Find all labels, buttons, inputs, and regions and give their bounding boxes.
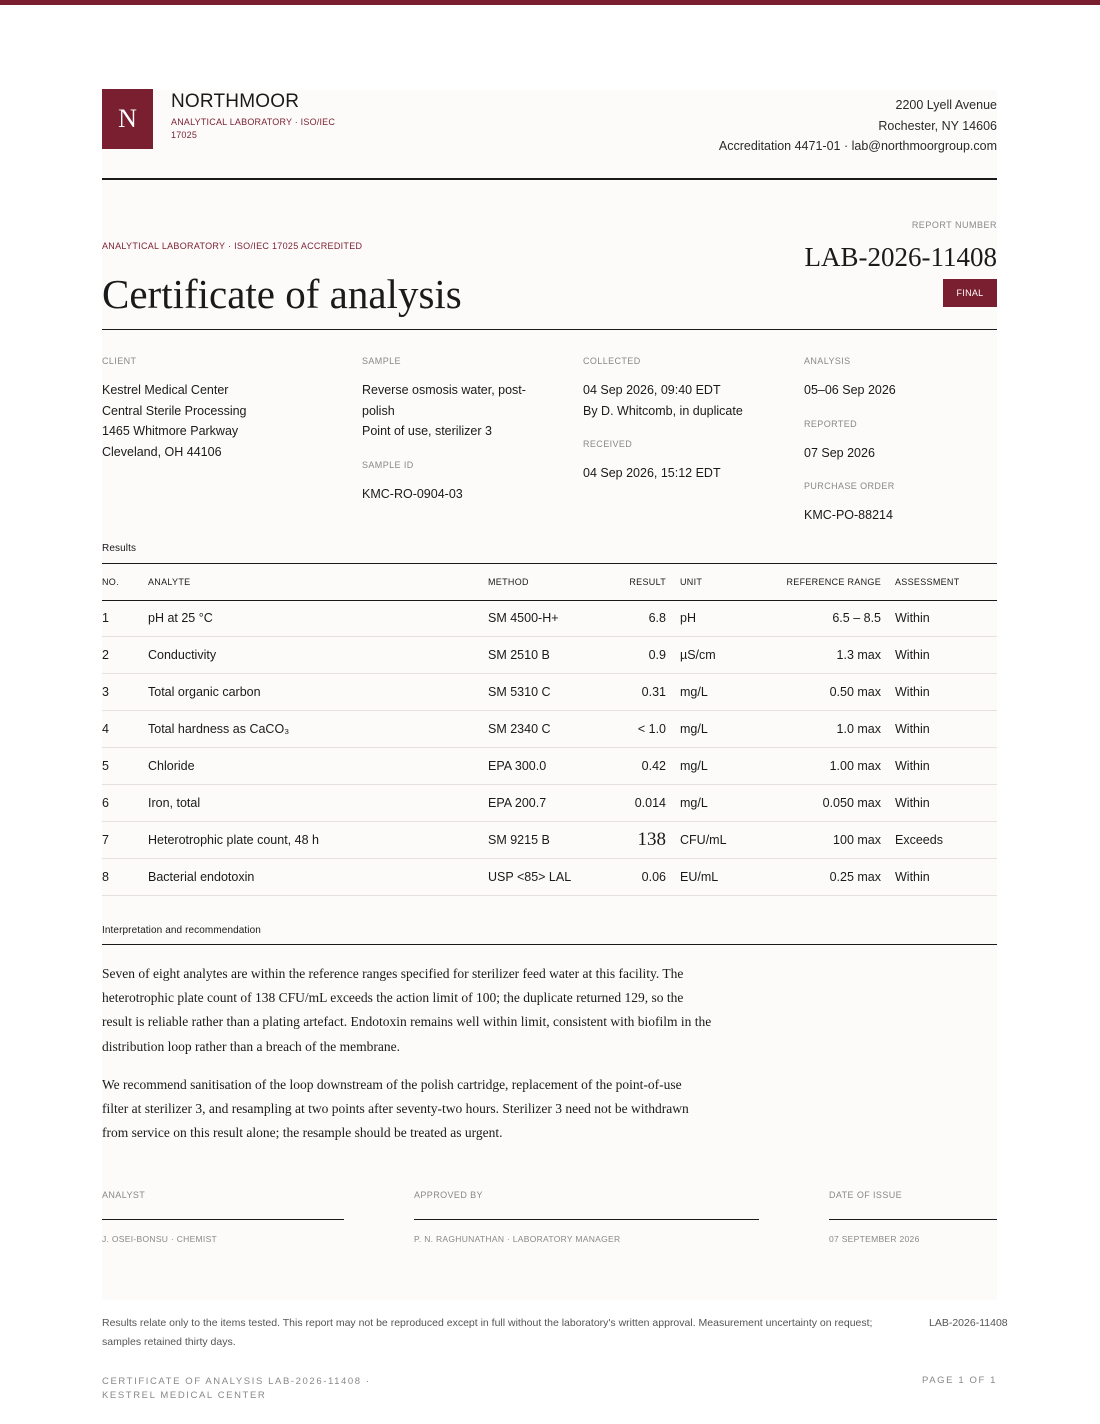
cell-method: SM 2340 C (488, 711, 606, 748)
cell-result: 6.8 (606, 600, 680, 637)
interpretation-section-title: Interpretation and recommendation (102, 925, 261, 936)
footer-document-title: CERTIFICATE OF ANALYSIS LAB-2026-11408 · KESTREL MEDICAL CENTER (102, 1376, 371, 1401)
lab-address (719, 95, 997, 157)
cell-analyte: Iron, total (148, 784, 488, 821)
address-line: Accreditation 4471-01 · lab@northmoorgroup.com (718, 139, 997, 153)
received-label: RECEIVED (583, 439, 633, 449)
cell-result: < 1.0 (606, 711, 680, 748)
cell-unit: mg/L (680, 711, 775, 748)
table-row (102, 748, 997, 785)
analyst-name: J. OSEI-BONSU · CHEMIST (102, 1234, 218, 1244)
date-signature-line (829, 1219, 997, 1220)
cell-result: 0.06 (606, 858, 680, 895)
sample-block (362, 356, 562, 504)
cell-assessment: Within (895, 748, 997, 785)
lab-name: NORTHMOOR (171, 91, 300, 112)
cell-unit: mg/L (680, 748, 775, 785)
sample-line: Point of use, sterilizer 3 (362, 424, 492, 438)
recommendation-paragraph: We recommend sanitisation of the loop downstream of the polish cartridge, replacement of the point-of-use filter at sterilizer 3, and resampling at two points after seventy-two hours. Sterilizer 3 need not be withdrawn from service on this result alone; the resample should be treated as urgent. (102, 1077, 689, 1141)
table-row (102, 711, 997, 748)
cell-assessment: Within (895, 637, 997, 674)
analyst-signature-line (102, 1219, 344, 1220)
cell-unit: pH (680, 600, 775, 637)
header-divider (102, 178, 997, 180)
collected-line: By D. Whitcomb, in duplicate (583, 403, 743, 418)
collected-label: COLLECTED (583, 356, 641, 366)
cell-analyte: Chloride (148, 748, 488, 785)
client-line: Central Sterile Processing (102, 403, 247, 418)
cell-no: 3 (102, 674, 148, 711)
collected-line: 04 Sep 2026, 09:40 EDT (583, 383, 721, 397)
cell-result: 0.31 (606, 674, 680, 711)
cell-assessment: Within (895, 711, 997, 748)
cell-no: 7 (102, 821, 148, 858)
reported-label: REPORTED (804, 418, 858, 429)
cell-unit: EU/mL (680, 858, 775, 895)
cell-reference-range: 100 max (775, 821, 895, 858)
report-number-label: REPORT NUMBER (911, 220, 997, 230)
cell-reference-range: 1.0 max (775, 711, 895, 748)
po-label: PURCHASE ORDER (804, 481, 895, 491)
header-reference-range: REFERENCE RANGE (775, 564, 895, 600)
cell-assessment: Within (895, 674, 997, 711)
cell-analyte: Heterotrophic plate count, 48 h (148, 821, 488, 858)
cell-unit: µS/cm (680, 637, 775, 674)
title-divider (102, 329, 997, 330)
cell-no: 1 (102, 600, 148, 637)
lab-logo (102, 89, 153, 149)
analyst-label: ANALYST (102, 1190, 146, 1200)
cell-method: SM 9215 B (488, 821, 606, 858)
accreditation-label: ANALYTICAL LABORATORY · ISO/IEC 17025 ACCREDITED (102, 241, 363, 251)
cell-result-exceeds: 138 (606, 821, 680, 858)
cell-assessment: Within (895, 784, 997, 821)
cell-reference-range: 0.25 max (775, 858, 895, 895)
cell-reference-range: 6.5 – 8.5 (775, 600, 895, 637)
cell-no: 6 (102, 784, 148, 821)
header-no: NO. (102, 564, 148, 600)
lab-subtitle: ANALYTICAL LABORATORY · ISO/IEC 17025 (171, 117, 336, 140)
cell-assessment: Within (895, 600, 997, 637)
header-unit: UNIT (680, 564, 775, 600)
address-line: Rochester, NY 14606 (878, 118, 997, 133)
table-row-exceeds (102, 821, 997, 858)
cell-result: 0.014 (606, 784, 680, 821)
table-row (102, 637, 997, 674)
table-row (102, 858, 997, 895)
interpretation-divider (102, 944, 997, 945)
cell-unit: mg/L (680, 784, 775, 821)
client-line: 1465 Whitmore Parkway (102, 424, 239, 438)
cell-reference-range: 1.3 max (775, 637, 895, 674)
sample-description (362, 380, 562, 442)
table-row (102, 600, 997, 637)
cell-analyte: Total organic carbon (148, 674, 488, 711)
status-badge (943, 279, 997, 307)
footer-report-ref: LAB-2026-11408 (929, 1317, 1008, 1329)
table-row (102, 674, 997, 711)
top-accent-bar (0, 0, 1100, 5)
results-table (102, 564, 997, 896)
approved-name: P. N. RAGHUNATHAN · LABORATORY MANAGER (414, 1234, 621, 1244)
address-line: 2200 Lyell Avenue (895, 98, 997, 112)
cell-no: 4 (102, 711, 148, 748)
cell-result: 0.42 (606, 748, 680, 785)
header-analyte: ANALYTE (148, 564, 488, 600)
header-assessment: ASSESSMENT (895, 564, 997, 600)
date-of-issue-label: DATE OF ISSUE (829, 1190, 903, 1200)
sample-line: Reverse osmosis water, post- (362, 383, 526, 397)
cell-assessment: Within (895, 858, 997, 895)
cell-no: 5 (102, 748, 148, 785)
sample-id-label: SAMPLE ID (362, 459, 414, 470)
approved-signature-line (414, 1219, 759, 1220)
cell-analyte: Conductivity (148, 637, 488, 674)
cell-reference-range: 1.00 max (775, 748, 895, 785)
analysis-value: 05–06 Sep 2026 (804, 383, 896, 397)
analysis-label: ANALYSIS (804, 356, 851, 366)
sample-line: polish (362, 403, 395, 418)
table-row (102, 784, 997, 821)
results-section-title: Results (102, 543, 137, 554)
cell-unit: CFU/mL (680, 821, 775, 858)
cell-reference-range: 0.050 max (775, 784, 895, 821)
status-text: FINAL (956, 288, 984, 298)
date-of-issue-value: 07 SEPTEMBER 2026 (829, 1234, 920, 1244)
cell-no: 2 (102, 637, 148, 674)
cell-method: SM 5310 C (488, 674, 606, 711)
client-line: Cleveland, OH 44106 (102, 444, 222, 459)
logo-letter: N (118, 104, 137, 133)
cell-method: USP <85> LAL (488, 858, 606, 895)
received-value: 04 Sep 2026, 15:12 EDT (583, 466, 721, 480)
cell-result: 0.9 (606, 637, 680, 674)
client-block (102, 356, 342, 462)
cell-analyte: Bacterial endotoxin (148, 858, 488, 895)
footer-disclaimer: Results relate only to the items tested. This report may not be reproduced except in full without the laboratory's written approval. Measurement uncertainty on request; samples retained thirty days. (102, 1317, 873, 1348)
sample-id: KMC-RO-0904-03 (362, 486, 463, 501)
approved-label: APPROVED BY (414, 1190, 483, 1200)
report-number: LAB-2026-11408 (804, 242, 997, 272)
cell-method: SM 4500-H+ (488, 600, 606, 637)
cell-unit: mg/L (680, 674, 775, 711)
client-label: CLIENT (102, 356, 137, 366)
cell-method: EPA 300.0 (488, 748, 606, 785)
cell-analyte: pH at 25 °C (148, 600, 488, 637)
collected-block (583, 356, 783, 484)
page-number: PAGE 1 OF 1 (922, 1375, 997, 1386)
sample-label: SAMPLE (362, 356, 401, 366)
cell-analyte: Total hardness as CaCO₃ (148, 711, 488, 748)
cell-no: 8 (102, 858, 148, 895)
po-value: KMC-PO-88214 (804, 508, 893, 522)
cell-method: EPA 200.7 (488, 784, 606, 821)
collected-info (583, 380, 783, 421)
client-address (102, 380, 342, 462)
page-title: Certificate of analysis (102, 271, 462, 317)
cell-method: SM 2510 B (488, 637, 606, 674)
client-line: Kestrel Medical Center (102, 383, 229, 397)
header-result: RESULT (606, 564, 680, 600)
cell-reference-range: 0.50 max (775, 674, 895, 711)
reported-value: 07 Sep 2026 (804, 445, 875, 460)
results-header-row (102, 564, 997, 600)
interpretation-paragraph: Seven of eight analytes are within the reference ranges specified for sterilizer feed water at this facility. The heterotrophic plate count of 138 CFU/mL exceeds the action limit of 100; the duplicate returned 129, so the result is reliable rather than a plating artefact. Endotoxin remains well within limit, consistent with biofilm in the distribution loop rather than a breach of the membrane. (102, 966, 712, 1054)
cell-assessment-exceeds: Exceeds (895, 821, 997, 858)
header-method: METHOD (488, 564, 606, 600)
analysis-block (804, 356, 997, 526)
